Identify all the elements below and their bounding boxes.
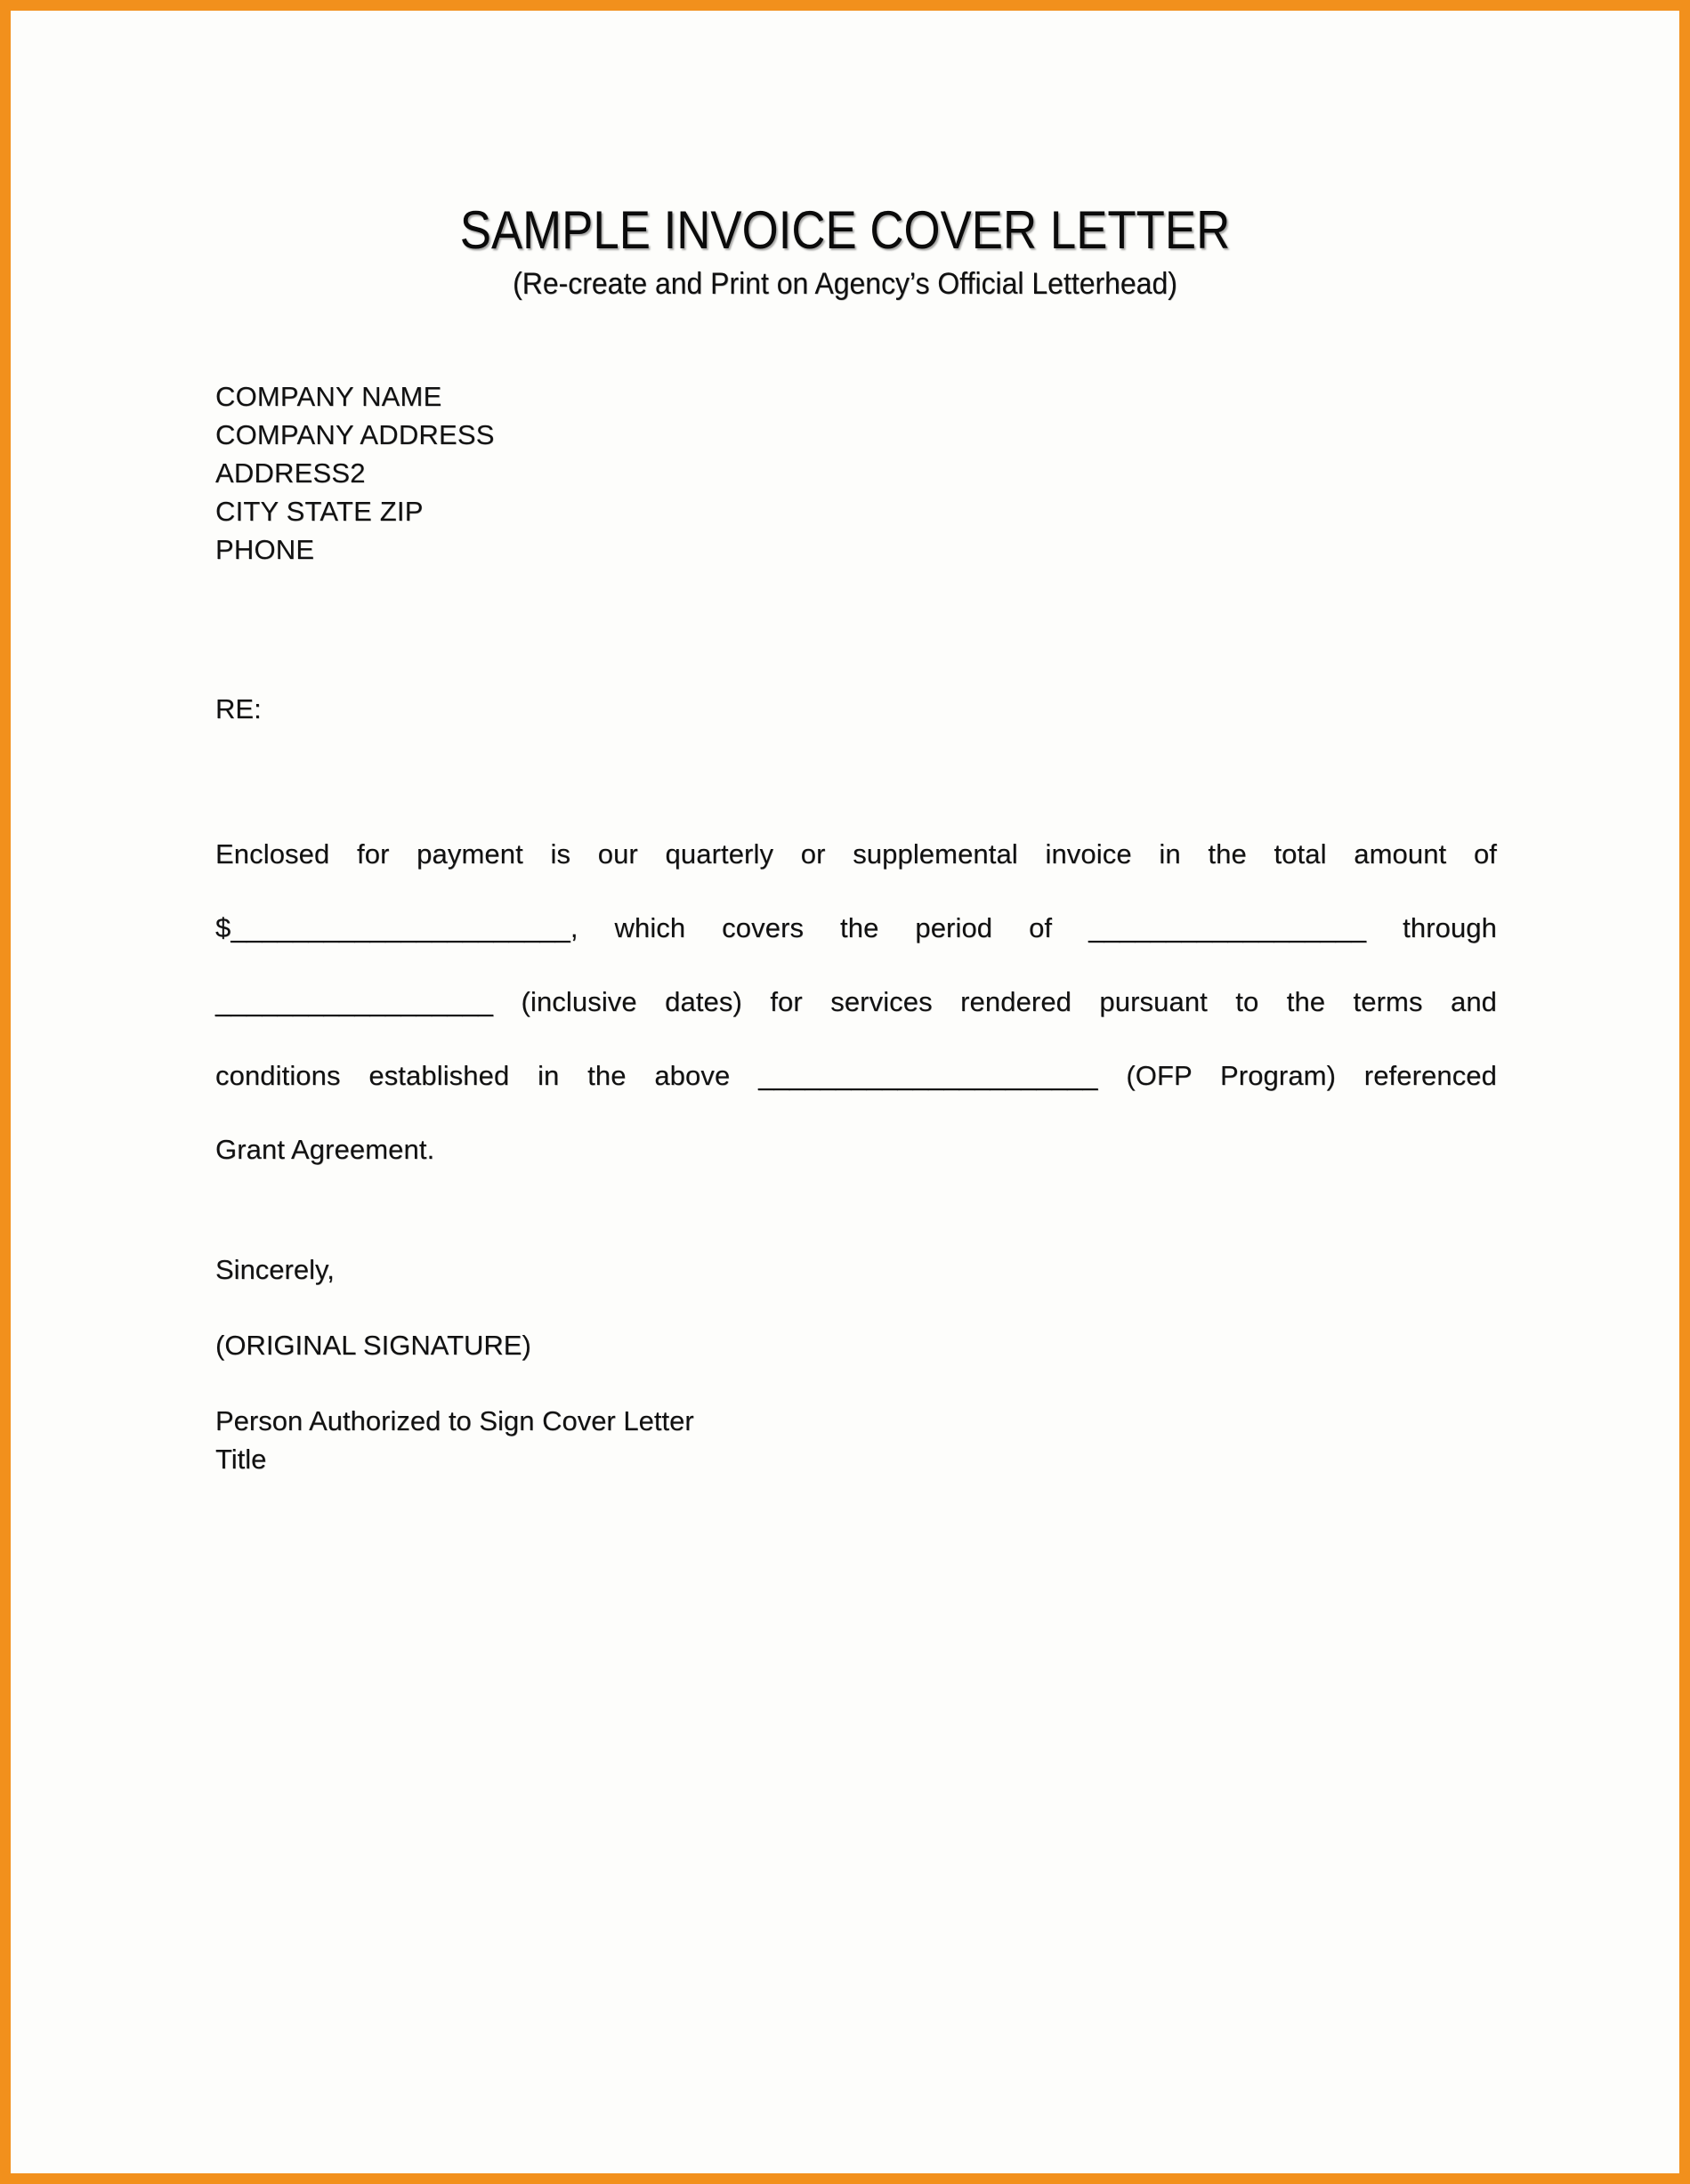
body-line-2-amount-and-period-blanks: $______________________, which covers the period of __________________ through bbox=[215, 912, 1497, 943]
closing-block bbox=[215, 1250, 1679, 1478]
company-address-line2: ADDRESS2 bbox=[215, 457, 366, 489]
company-phone: PHONE bbox=[215, 534, 315, 565]
salutation: Sincerely, bbox=[215, 1254, 335, 1285]
company-city-state-zip: CITY STATE ZIP bbox=[215, 496, 424, 527]
letter-body bbox=[215, 817, 1497, 1186]
signer-title-line: Title bbox=[215, 1444, 267, 1475]
signer-name-line: Person Authorized to Sign Cover Letter bbox=[215, 1405, 694, 1436]
body-line-4-ofp-program-blank: conditions established in the above ______________________ (OFP Program) referenced bbox=[215, 1060, 1497, 1091]
signer-block bbox=[215, 1402, 1679, 1478]
document-title: SAMPLE INVOICE COVER LETTER bbox=[459, 200, 1231, 260]
signature-placeholder: (ORIGINAL SIGNATURE) bbox=[215, 1330, 531, 1361]
company-address-line1: COMPANY ADDRESS bbox=[215, 419, 495, 450]
body-line-1: Enclosed for payment is our quarterly or supplemental invoice in the total amount of bbox=[215, 838, 1497, 870]
document-subtitle: (Re-create and Print on Agency’s Official Letterhead) bbox=[513, 267, 1177, 301]
company-name: COMPANY NAME bbox=[215, 381, 442, 412]
body-line-5: Grant Agreement. bbox=[215, 1134, 435, 1165]
body-line-3-inclusive-dates-blank: __________________ (inclusive dates) for services rendered pursuant to the terms and bbox=[215, 986, 1497, 1017]
reference-line: RE: bbox=[215, 693, 262, 724]
letterhead-block bbox=[215, 377, 1679, 569]
